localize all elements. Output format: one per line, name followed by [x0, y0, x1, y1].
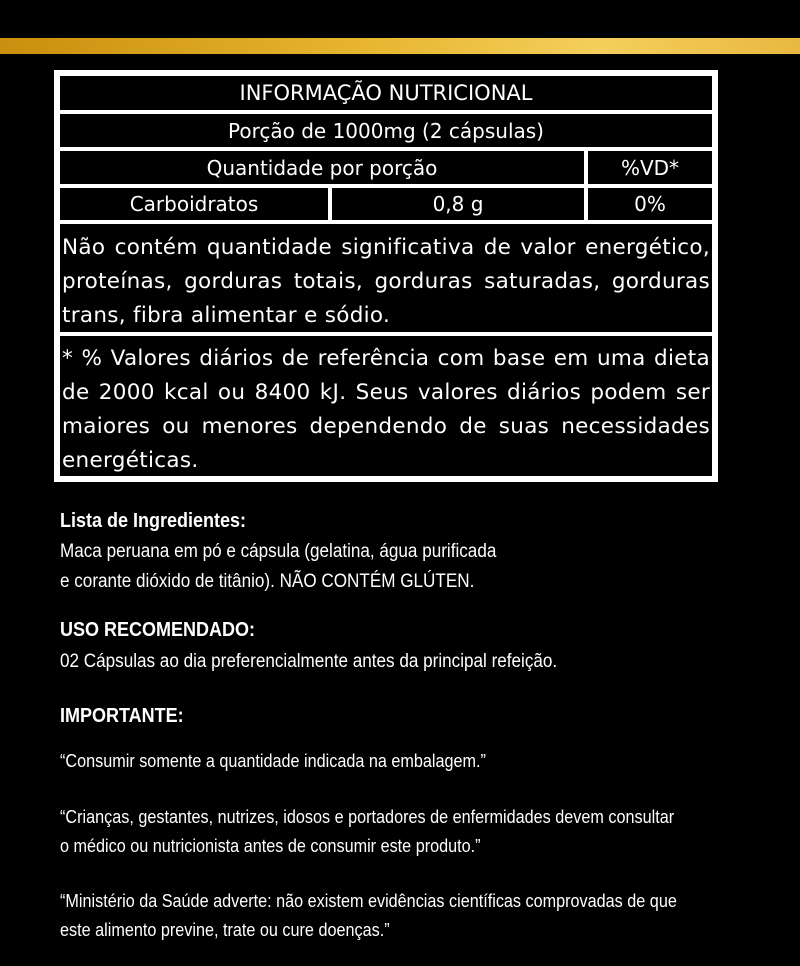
vd-header: %VD* — [588, 151, 712, 184]
nutrient-amount: 0,8 g — [332, 188, 584, 220]
nutrient-name: Carboidratos — [60, 188, 328, 220]
usage-text: 02 Cápsulas ao dia preferencialmente antes da principal refeição. — [60, 651, 558, 672]
important-note-3-line-2: este alimento previne, trate ou cure doenças.” — [60, 920, 390, 940]
vd-footnote: * % Valores diários de referência com base em uma dieta de 2000 kcal ou 8400 kJ. Seus valores diários podem ser maiores ou menores dependendo de suas necessidades energéticas. — [60, 336, 712, 476]
not-significant-note: Não contém quantidade significativa de valor energético, proteínas, gorduras totais, gorduras saturadas, gorduras trans, fibra alimentar e sódio. — [60, 224, 712, 332]
important-note-2-line-1: “Crianças, gestantes, nutrizes, idosos e portadores de enfermidades devem consultar — [60, 807, 675, 827]
ingredients-line-2: e corante dióxido de titânio). NÃO CONTÉM GLÚTEN. — [60, 571, 475, 592]
nutrient-vd: 0% — [588, 188, 712, 220]
usage-heading: USO RECOMENDADO: — [60, 619, 256, 641]
table-title: INFORMAÇÃO NUTRICIONAL — [60, 76, 712, 110]
ingredients-heading: Lista de Ingredientes: — [60, 510, 247, 532]
important-note-1: “Consumir somente a quantidade indicada na embalagem.” — [60, 751, 486, 771]
nutrition-facts-table — [54, 70, 718, 482]
important-note-3-line-1: “Ministério da Saúde adverte: não existem evidências científicas comprovadas de que — [60, 891, 677, 911]
portion-size: Porção de 1000mg (2 cápsulas) — [60, 114, 712, 147]
gold-accent-bar — [0, 38, 800, 54]
quantity-header: Quantidade por porção — [60, 151, 584, 184]
important-heading: IMPORTANTE: — [60, 705, 184, 727]
ingredients-line-1: Maca peruana em pó e cápsula (gelatina, água purificada — [60, 541, 497, 562]
important-note-2-line-2: o médico ou nutricionista antes de consumir este produto.” — [60, 836, 481, 856]
